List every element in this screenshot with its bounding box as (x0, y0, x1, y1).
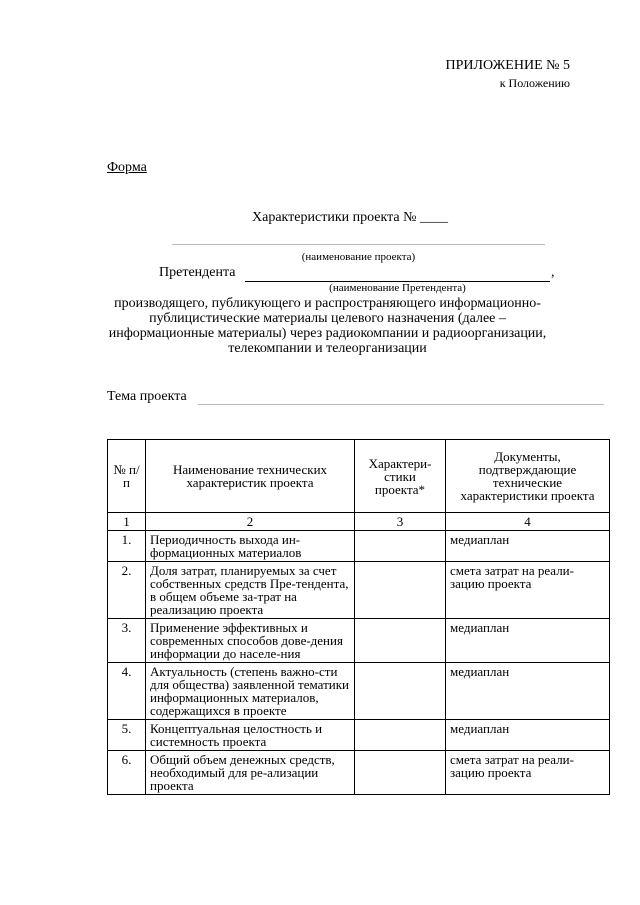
table-header-row (108, 440, 610, 513)
form-label: Форма (107, 160, 147, 175)
row-document: медиаплан (446, 663, 610, 720)
applicant-label: Претендента (159, 265, 236, 280)
project-name-line (172, 244, 545, 245)
appendix-subtitle: к Положению (499, 76, 570, 90)
row-number: 4. (108, 663, 146, 720)
row-number: 1. (108, 531, 146, 562)
project-title: Характеристики проекта № ____ (252, 210, 448, 225)
row-characteristic: Доля затрат, планируемых за счет собственных средств Пре-тендента, в общем объеме за-трат на реализацию проекта (146, 562, 355, 619)
row-characteristic: Концептуальная целостность и системность проекта (146, 720, 355, 751)
topic-label: Тема проекта (107, 389, 187, 404)
header-characteristics: Характери-стики проекта* (355, 440, 446, 513)
row-value-cell[interactable] (355, 562, 446, 619)
header-documents: Документы, подтверждающие технические характеристики проекта (446, 440, 610, 513)
row-value-cell[interactable] (355, 751, 446, 795)
row-number: 6. (108, 751, 146, 795)
characteristics-table (107, 439, 610, 795)
project-name-caption: (наименование проекта) (301, 251, 416, 263)
row-document: медиаплан (446, 531, 610, 562)
table-row (108, 751, 610, 795)
row-value-cell[interactable] (355, 619, 446, 663)
row-number: 3. (108, 619, 146, 663)
header-name: Наименование технических характеристик проекта (146, 440, 355, 513)
row-characteristic: Общий объем денежных средств, необходимый для ре-ализации проекта (146, 751, 355, 795)
row-characteristic: Периодичность выхода ин-формационных материалов (146, 531, 355, 562)
row-document: смета затрат на реали-зацию проекта (446, 562, 610, 619)
appendix-title: ПРИЛОЖЕНИЕ № 5 (445, 58, 570, 73)
row-characteristic: Применение эффективных и современных способов дове-дения информации до населе-ния (146, 619, 355, 663)
row-number: 2. (108, 562, 146, 619)
table-row (108, 720, 610, 751)
row-document: смета затрат на реали-зацию проекта (446, 751, 610, 795)
table-row (108, 663, 610, 720)
header-num: № п/п (108, 440, 146, 513)
topic-line (198, 404, 604, 405)
column-number: 1 (108, 513, 146, 531)
row-characteristic: Актуальность (степень важно-сти для общества) заявленной тематики информационных материалов, содержащихся в проекте (146, 663, 355, 720)
row-value-cell[interactable] (355, 720, 446, 751)
row-document: медиаплан (446, 720, 610, 751)
column-number: 2 (146, 513, 355, 531)
column-number: 3 (355, 513, 446, 531)
table-row (108, 531, 610, 562)
applicant-description: производящего, публикующего и распространяющего информационно-публицистические материалы целевого назначения (далее – информационные материалы) через радиокомпании и радиоорганизации, телекомпании и телеорганизации (108, 296, 547, 356)
column-number-row (108, 513, 610, 531)
column-number: 4 (446, 513, 610, 531)
row-document: медиаплан (446, 619, 610, 663)
row-value-cell[interactable] (355, 663, 446, 720)
row-number: 5. (108, 720, 146, 751)
table-row (108, 619, 610, 663)
applicant-comma: , (551, 265, 555, 280)
applicant-name-caption: (наименование Претендента) (329, 282, 466, 294)
row-value-cell[interactable] (355, 531, 446, 562)
table-row (108, 562, 610, 619)
